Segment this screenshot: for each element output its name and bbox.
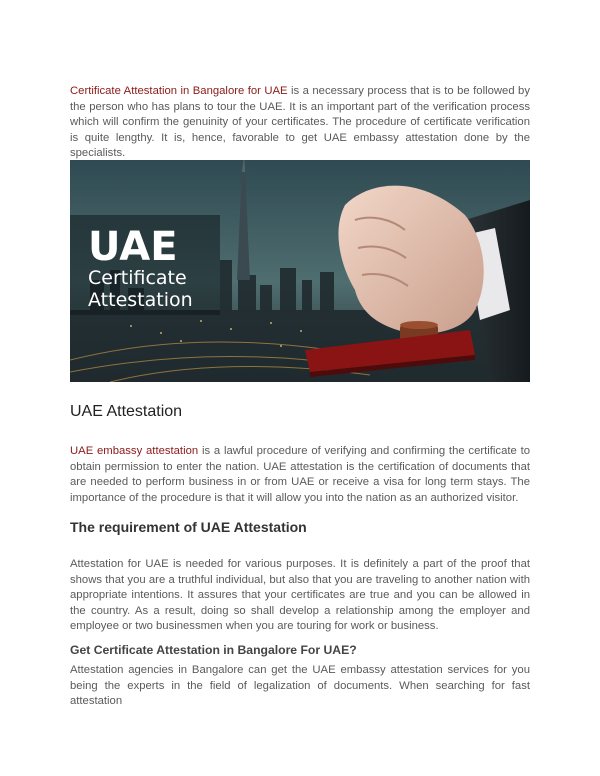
uae-attestation-text: is a lawful procedure of verifying and confirming the certificate to obtain permission to enter the nation. UAE attestation is the certification of documents that are needed to perform business in or from UAE or receive a visa for long term stays. The importance of the procedure is that it will allow you into the nation as an authorized visitor. <box>70 445 530 504</box>
hero-title-line3: Attestation <box>88 289 193 311</box>
uae-attestation-paragraph <box>70 444 530 506</box>
intro-link[interactable]: Certificate Attestation in Bangalore for UAE <box>70 85 288 97</box>
get-attestation-paragraph: Attestation agencies in Bangalore can get the UAE embassy attestation services for you being the experts in the field of legalization of documents. When searching for fast attestation <box>70 664 530 707</box>
section-heading-requirement: The requirement of UAE Attestation <box>70 519 307 535</box>
requirement-paragraph: Attestation for UAE is needed for various purposes. It is definitely a part of the proof that shows that you are a truthful individual, but also that you are traveling to another nation with appropriate intentions. It assures that your certificates are true and you can be allowed in the country. As a result, doing so shall develop a relationship among the employer and employee or two businessmen when you are touring for work or business. <box>70 558 530 632</box>
hero-title-line1: UAE <box>88 224 178 270</box>
section-heading-get-attestation: Get Certificate Attestation in Bangalore For UAE? <box>70 643 357 657</box>
intro-text: is a necessary process that is to be followed by the person who has plans to tour the UAE. It is an important part of the verification process which will confirm the genuinity of your certificates. The procedure of certificate verification is quite lengthy. It is, hence, favorable to get UAE embassy attestation done by the specialists. <box>70 85 530 159</box>
hero-illustration <box>70 160 530 382</box>
intro-paragraph <box>70 84 530 162</box>
hero-image <box>70 160 530 382</box>
section-heading-uae-attestation: UAE Attestation <box>70 403 183 420</box>
uae-embassy-link[interactable]: UAE embassy attestation <box>70 445 199 457</box>
hero-title-line2: Certificate <box>88 267 187 289</box>
